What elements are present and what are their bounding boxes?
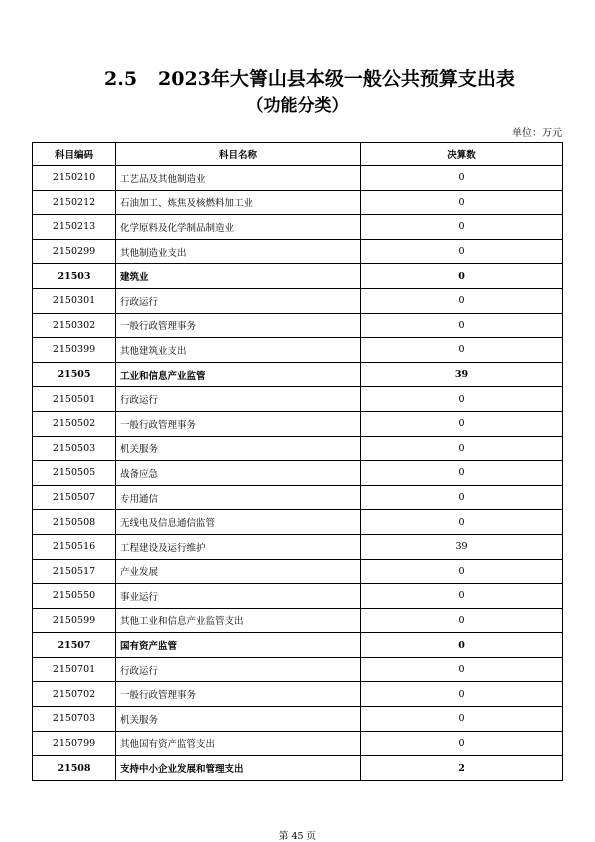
row-code: 2150210 <box>33 166 116 191</box>
row-name: 无线电及信息通信监管 <box>116 510 361 535</box>
table-row <box>33 387 563 412</box>
row-name: 机关服务 <box>116 707 361 732</box>
table-row <box>33 313 563 338</box>
row-code: 2150550 <box>33 584 116 609</box>
table-row <box>33 756 563 781</box>
row-code: 2150299 <box>33 239 116 264</box>
row-value: 39 <box>361 534 563 559</box>
row-name: 行政运行 <box>116 387 361 412</box>
table-row <box>33 362 563 387</box>
table-row <box>33 657 563 682</box>
row-name: 建筑业 <box>116 264 361 289</box>
row-value: 0 <box>361 682 563 707</box>
row-code: 2150212 <box>33 190 116 215</box>
row-code: 21507 <box>33 633 116 658</box>
row-code: 2150302 <box>33 313 116 338</box>
row-value: 0 <box>361 731 563 756</box>
row-name: 工艺品及其他制造业 <box>116 166 361 191</box>
row-value: 0 <box>361 288 563 313</box>
row-code: 2150503 <box>33 436 116 461</box>
row-value: 0 <box>361 707 563 732</box>
row-name: 石油加工、炼焦及核燃料加工业 <box>116 190 361 215</box>
table-row <box>33 436 563 461</box>
row-value: 0 <box>361 190 563 215</box>
row-value: 0 <box>361 584 563 609</box>
row-name: 一般行政管理事务 <box>116 313 361 338</box>
row-value: 0 <box>361 313 563 338</box>
table-row <box>33 485 563 510</box>
row-name: 其他国有资产监管支出 <box>116 731 361 756</box>
row-name: 专用通信 <box>116 485 361 510</box>
unit-label: 单位：万元 <box>512 128 562 139</box>
row-name: 其他建筑业支出 <box>116 338 361 363</box>
table-row <box>33 338 563 363</box>
row-value: 0 <box>361 608 563 633</box>
table-row <box>33 608 563 633</box>
row-value: 0 <box>361 338 563 363</box>
table-row <box>33 559 563 584</box>
table-row <box>33 707 563 732</box>
row-name: 化学原料及化学制品制造业 <box>116 215 361 240</box>
row-code: 2150517 <box>33 559 116 584</box>
table-header-row <box>33 143 563 166</box>
row-value: 0 <box>361 510 563 535</box>
row-value: 0 <box>361 657 563 682</box>
row-code: 2150399 <box>33 338 116 363</box>
row-name: 其他工业和信息产业监管支出 <box>116 608 361 633</box>
row-name: 行政运行 <box>116 288 361 313</box>
row-value: 0 <box>361 387 563 412</box>
row-code: 2150507 <box>33 485 116 510</box>
header-name: 科目名称 <box>116 143 361 166</box>
table-row <box>33 239 563 264</box>
row-code: 21505 <box>33 362 116 387</box>
row-code: 2150213 <box>33 215 116 240</box>
row-code: 2150516 <box>33 534 116 559</box>
row-code: 2150501 <box>33 387 116 412</box>
row-code: 2150702 <box>33 682 116 707</box>
row-name: 支持中小企业发展和管理支出 <box>116 756 361 781</box>
row-code: 21503 <box>33 264 116 289</box>
section-number: 2.5 <box>104 68 138 90</box>
row-name: 其他制造业支出 <box>116 239 361 264</box>
row-value: 0 <box>361 166 563 191</box>
table-row <box>33 461 563 486</box>
row-name: 工业和信息产业监管 <box>116 362 361 387</box>
table-row <box>33 510 563 535</box>
row-value: 2 <box>361 756 563 781</box>
row-name: 国有资产监管 <box>116 633 361 658</box>
row-name: 战备应急 <box>116 461 361 486</box>
row-code: 2150508 <box>33 510 116 535</box>
row-name: 机关服务 <box>116 436 361 461</box>
table-body <box>33 166 563 781</box>
table-row <box>33 190 563 215</box>
row-code: 2150301 <box>33 288 116 313</box>
row-code: 2150502 <box>33 411 116 436</box>
table-row <box>33 682 563 707</box>
table-row <box>33 215 563 240</box>
title-text: 2023年大箐山县本级一般公共预算支出表 <box>158 68 515 90</box>
row-value: 0 <box>361 559 563 584</box>
row-value: 39 <box>361 362 563 387</box>
row-value: 0 <box>361 436 563 461</box>
table-row <box>33 166 563 191</box>
row-value: 0 <box>361 461 563 486</box>
row-code: 2150703 <box>33 707 116 732</box>
document-subtitle: （功能分类） <box>246 96 349 116</box>
page-number: 第 45 页 <box>278 831 317 842</box>
row-code: 2150599 <box>33 608 116 633</box>
row-name: 事业运行 <box>116 584 361 609</box>
row-value: 0 <box>361 411 563 436</box>
row-code: 2150505 <box>33 461 116 486</box>
row-value: 0 <box>361 485 563 510</box>
table-row <box>33 411 563 436</box>
table-row <box>33 288 563 313</box>
row-name: 产业发展 <box>116 559 361 584</box>
row-value: 0 <box>361 239 563 264</box>
header-value: 决算数 <box>361 143 563 166</box>
table-row <box>33 633 563 658</box>
header-code: 科目编码 <box>33 143 116 166</box>
row-value: 0 <box>361 633 563 658</box>
table-row <box>33 534 563 559</box>
row-name: 工程建设及运行维护 <box>116 534 361 559</box>
row-value: 0 <box>361 264 563 289</box>
row-name: 行政运行 <box>116 657 361 682</box>
table-row <box>33 264 563 289</box>
row-name: 一般行政管理事务 <box>116 682 361 707</box>
row-name: 一般行政管理事务 <box>116 411 361 436</box>
row-value: 0 <box>361 215 563 240</box>
row-code: 2150701 <box>33 657 116 682</box>
row-code: 21508 <box>33 756 116 781</box>
table-row <box>33 731 563 756</box>
budget-table <box>32 142 563 781</box>
row-code: 2150799 <box>33 731 116 756</box>
table-row <box>33 584 563 609</box>
